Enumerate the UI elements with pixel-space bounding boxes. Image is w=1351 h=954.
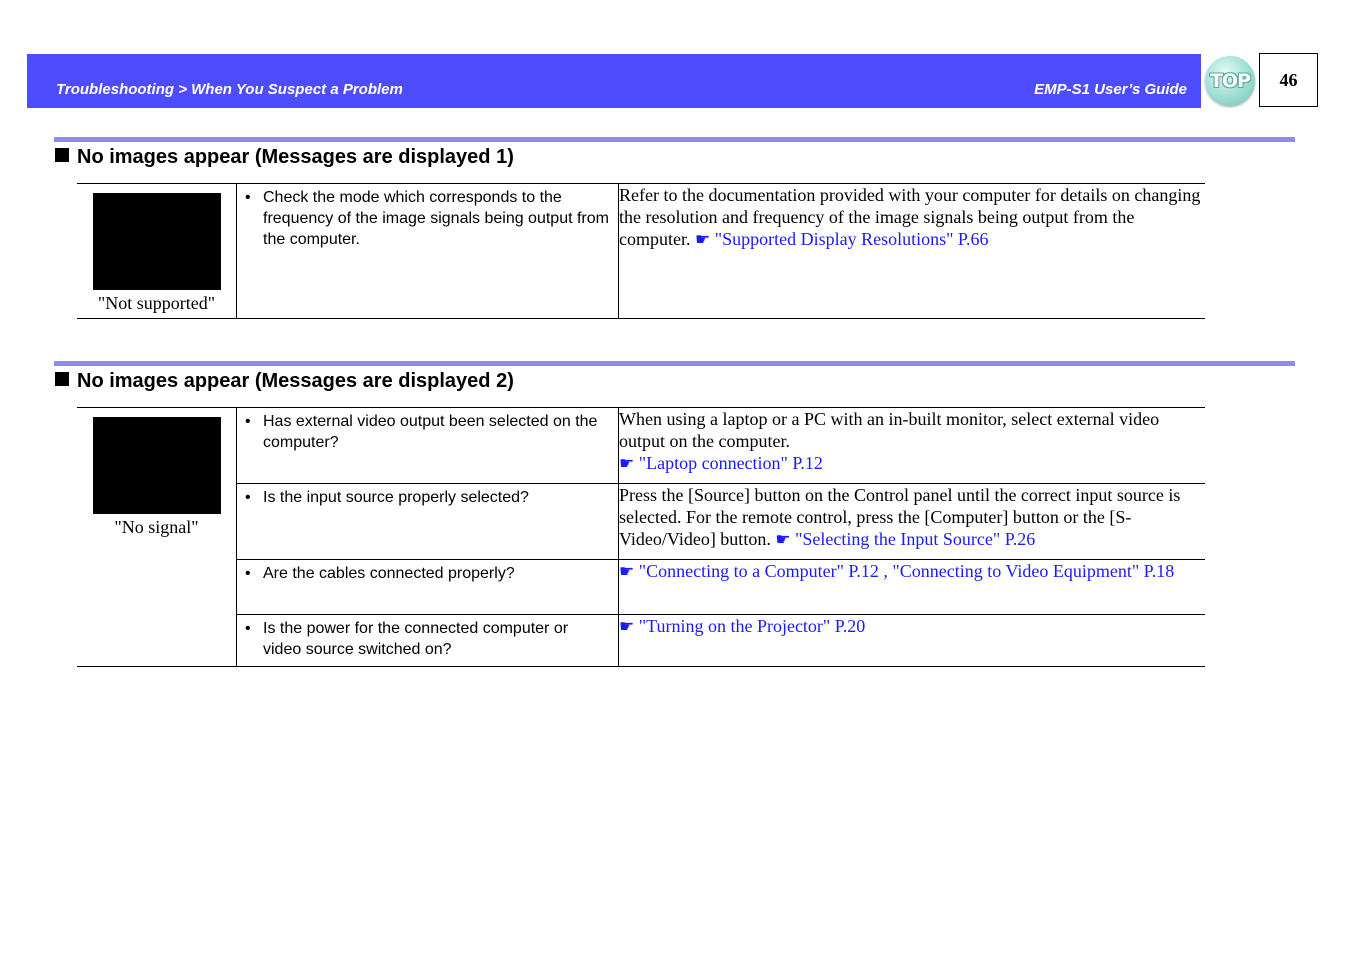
section-title bbox=[55, 146, 514, 169]
bullet-icon: • bbox=[245, 565, 251, 582]
remedy-cell bbox=[619, 615, 1206, 667]
header-bar bbox=[27, 54, 1201, 108]
table-row bbox=[77, 484, 1205, 560]
bullet-icon: • bbox=[245, 413, 251, 430]
reference-link[interactable] bbox=[775, 529, 1035, 549]
reference-link[interactable] bbox=[619, 561, 1174, 581]
table-row bbox=[77, 184, 1205, 319]
remedy-text: When using a laptop or a PC with an in-built monitor, select external video output on the computer. bbox=[619, 409, 1160, 451]
check-cell bbox=[237, 184, 619, 319]
remedy-text: Press the [Source] button on the Control panel until the correct input source is selected. For the remote control, press the [Computer] button or the [S-Video/Video] button. bbox=[619, 485, 1181, 549]
guide-title: EMP-S1 User’s Guide bbox=[1034, 81, 1187, 98]
reference-link-text: "Connecting to a Computer" P.12 , "Connecting to Video Equipment" P.18 bbox=[638, 561, 1175, 581]
message-cell bbox=[77, 184, 237, 319]
bullet-icon: • bbox=[245, 189, 251, 206]
pointing-hand-icon: ☛ bbox=[619, 454, 635, 474]
section-rule bbox=[54, 137, 1295, 142]
remedy-cell bbox=[619, 560, 1206, 615]
check-cell bbox=[237, 408, 619, 484]
section-title-text: No images appear (Messages are displayed 2) bbox=[77, 370, 514, 392]
screen-message-image bbox=[93, 193, 221, 290]
screen-message-caption: "Not supported" bbox=[97, 293, 216, 313]
reference-link-text: "Supported Display Resolutions" P.66 bbox=[714, 229, 989, 249]
bullet-icon: • bbox=[245, 489, 251, 506]
pointing-hand-icon: ☛ bbox=[775, 530, 791, 550]
screen-message-image bbox=[93, 417, 221, 514]
troubleshooting-table-2 bbox=[77, 407, 1205, 667]
table-row bbox=[77, 615, 1205, 667]
remedy-cell bbox=[619, 184, 1206, 319]
page-number: 46 bbox=[1259, 53, 1318, 107]
table-row bbox=[77, 560, 1205, 615]
reference-link[interactable] bbox=[619, 453, 823, 473]
section-rule bbox=[54, 361, 1295, 366]
check-text: Is the input source properly selected? bbox=[263, 489, 529, 506]
troubleshooting-table-1 bbox=[77, 183, 1205, 319]
screen-message-caption: "No signal" bbox=[114, 517, 199, 537]
top-button-label: TOP bbox=[1209, 70, 1251, 92]
remedy-cell bbox=[619, 484, 1206, 560]
black-square-icon bbox=[55, 148, 69, 162]
reference-link-text: "Turning on the Projector" P.20 bbox=[638, 616, 866, 636]
check-cell bbox=[237, 484, 619, 560]
check-text: Is the power for the connected computer or video source switched on? bbox=[263, 620, 569, 658]
bullet-icon: • bbox=[245, 620, 251, 637]
reference-link-text: "Selecting the Input Source" P.26 bbox=[795, 529, 1036, 549]
remedy-text: Refer to the documentation provided with your computer for details on changing the resolution and frequency of the image signals being output from the computer. bbox=[619, 185, 1201, 249]
message-cell bbox=[77, 408, 237, 667]
section-title-text: No images appear (Messages are displayed 1) bbox=[77, 146, 514, 168]
check-cell bbox=[237, 560, 619, 615]
check-cell bbox=[237, 615, 619, 667]
top-button[interactable] bbox=[1205, 56, 1255, 106]
breadcrumb: Troubleshooting > When You Suspect a Problem bbox=[56, 81, 403, 98]
pointing-hand-icon: ☛ bbox=[619, 562, 635, 582]
section-title bbox=[55, 370, 514, 393]
table-row bbox=[77, 408, 1205, 484]
pointing-hand-icon: ☛ bbox=[619, 617, 635, 637]
check-text: Are the cables connected properly? bbox=[263, 565, 515, 582]
reference-link-text: "Laptop connection" P.12 bbox=[638, 453, 823, 473]
check-text: Has external video output been selected on the computer? bbox=[263, 413, 598, 451]
black-square-icon bbox=[55, 372, 69, 386]
remedy-cell bbox=[619, 408, 1206, 484]
check-text: Check the mode which corresponds to the frequency of the image signals being output from the computer. bbox=[263, 189, 609, 248]
reference-link[interactable] bbox=[619, 616, 865, 636]
pointing-hand-icon: ☛ bbox=[694, 230, 711, 250]
reference-link[interactable] bbox=[695, 229, 988, 249]
